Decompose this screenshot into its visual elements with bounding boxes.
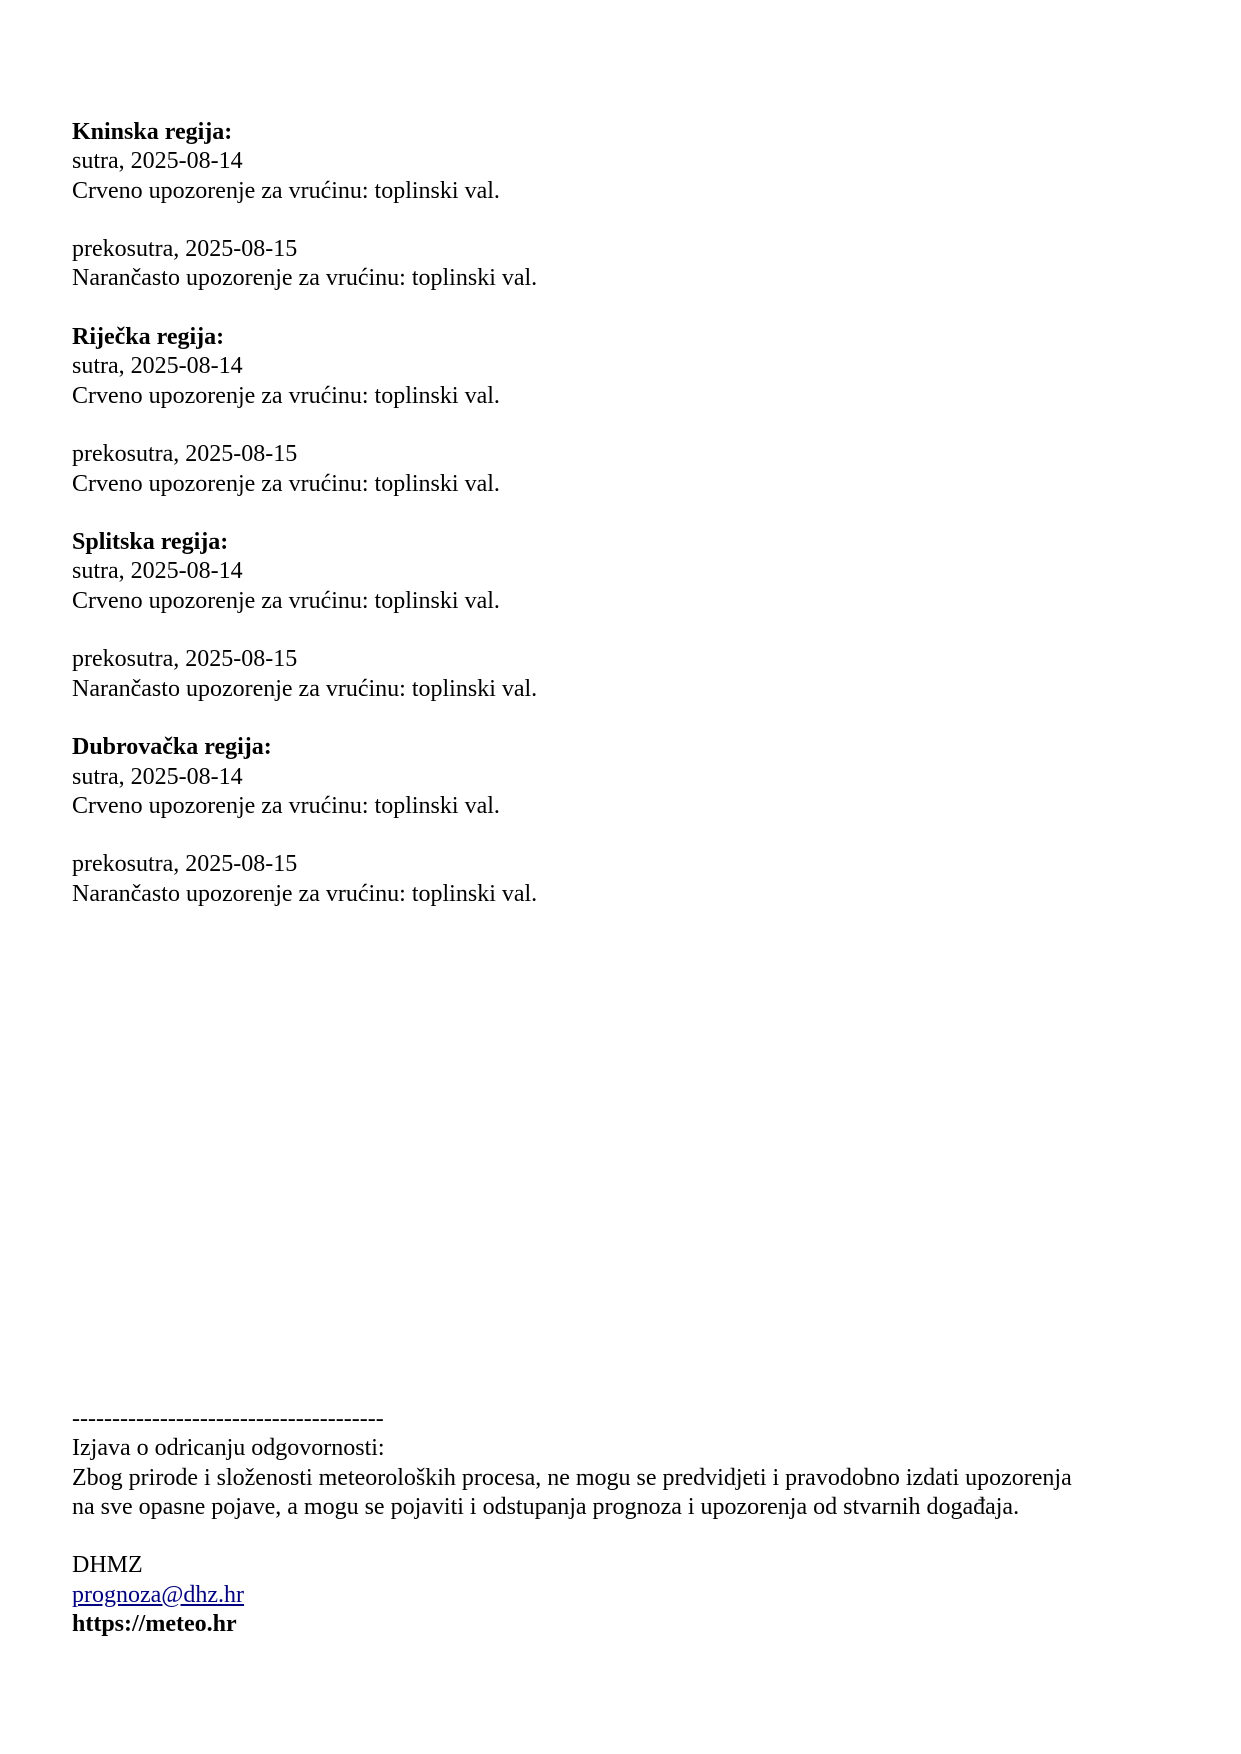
warning-entry (72, 645, 1172, 704)
footer (72, 1405, 1172, 1639)
warning-date: prekosutra, 2025-08-15 (72, 236, 298, 263)
warning-text: Crveno upozorenje za vrućinu: toplinski val. (72, 587, 500, 614)
footer-separator: --------------------------------------- (72, 1406, 384, 1432)
disclaimer-text-line: Zbog prirode i složenosti meteoroloških procesa, ne mogu se predvidjeti i pravodobno izdati upozorenja (72, 1464, 1072, 1491)
region-block (72, 733, 1172, 909)
warning-date: prekosutra, 2025-08-15 (72, 646, 298, 673)
warning-text: Crveno upozorenje za vrućinu: toplinski val. (72, 382, 500, 409)
warning-entry (72, 235, 1172, 294)
warning-text: Narančasto upozorenje za vrućinu: toplinski val. (72, 880, 538, 907)
region-title: Riječka regija: (72, 324, 225, 351)
email-link[interactable]: prognoza@dhz.hr (72, 1581, 245, 1608)
region-block (72, 118, 1172, 294)
warning-entry (72, 352, 1172, 411)
warning-entry (72, 440, 1172, 499)
warning-text: Narančasto upozorenje za vrućinu: toplinski val. (72, 265, 538, 292)
region-block (72, 528, 1172, 704)
warning-text: Crveno upozorenje za vrućinu: toplinski val. (72, 792, 500, 819)
warning-entry (72, 557, 1172, 616)
footer-spacer (72, 1522, 1172, 1551)
website-url: https://meteo.hr (72, 1611, 237, 1638)
region-block (72, 323, 1172, 499)
warning-date: sutra, 2025-08-14 (72, 353, 243, 380)
region-title: Dubrovačka regija: (72, 734, 272, 761)
warning-text: Crveno upozorenje za vrućinu: toplinski val. (72, 177, 500, 204)
warning-entry (72, 850, 1172, 909)
warning-date: sutra, 2025-08-14 (72, 558, 243, 585)
warning-date: prekosutra, 2025-08-15 (72, 441, 298, 468)
disclaimer-title: Izjava o odricanju odgovornosti: (72, 1435, 385, 1462)
warnings-list (72, 118, 1172, 909)
region-title: Splitska regija: (72, 529, 229, 556)
warning-date: sutra, 2025-08-14 (72, 763, 243, 790)
organization-name: DHMZ (72, 1552, 143, 1579)
region-title: Kninska regija: (72, 119, 233, 145)
warning-text: Crveno upozorenje za vrućinu: toplinski val. (72, 470, 500, 497)
warning-date: prekosutra, 2025-08-15 (72, 851, 298, 878)
disclaimer-text-line: na sve opasne pojave, a mogu se pojaviti i odstupanja prognoza i upozorenja od stvarnih događaja. (72, 1493, 1020, 1520)
warning-text: Narančasto upozorenje za vrućinu: toplinski val. (72, 675, 538, 702)
warning-entry (72, 147, 1172, 206)
warning-date: sutra, 2025-08-14 (72, 148, 243, 175)
warning-entry (72, 763, 1172, 822)
